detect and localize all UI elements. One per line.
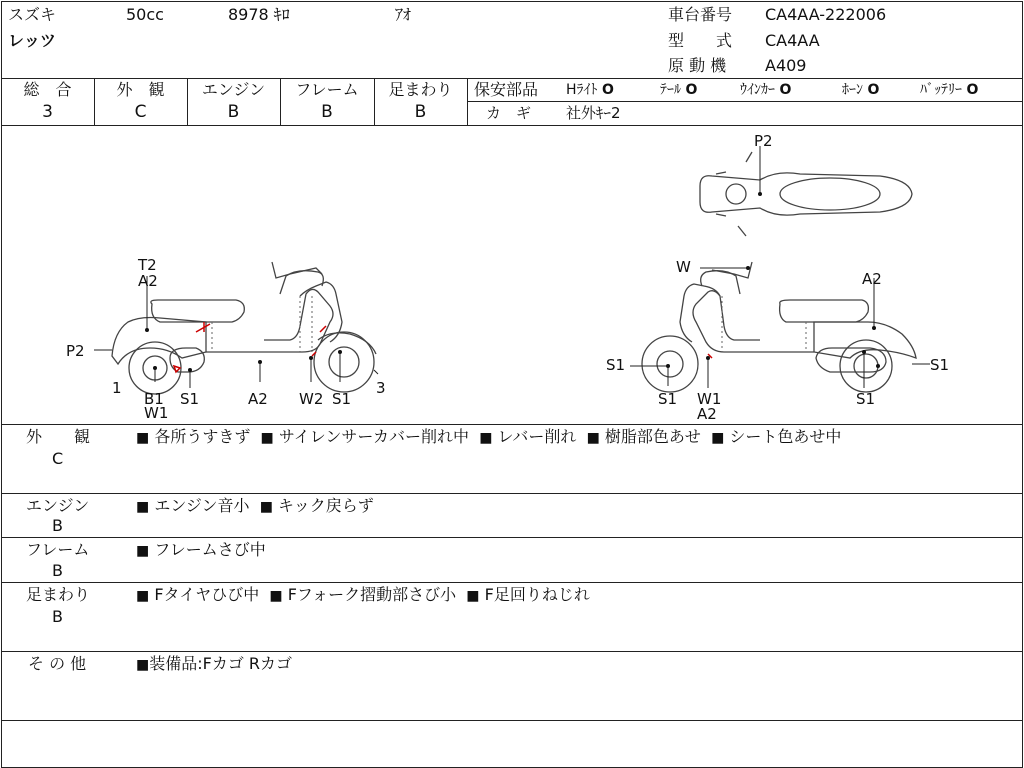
maker-name: スズキ <box>8 5 57 24</box>
frame-no-label: 車台番号 <box>668 5 733 24</box>
frame-grade-value: B <box>321 102 333 122</box>
right-scooter-handle <box>712 262 752 278</box>
top-view-headlight <box>726 184 746 204</box>
divider <box>1 651 1022 652</box>
key-value: 社外ｷｰ2 <box>566 104 621 122</box>
divider <box>467 78 468 125</box>
safety-item-mark: O <box>601 82 614 98</box>
safety-item-mark: O <box>779 82 792 98</box>
bullet: ■ <box>136 657 150 673</box>
diagram-label: W2 <box>299 390 324 408</box>
exterior-grade-label: 外 観 <box>116 80 165 99</box>
diagram-label: S1 <box>930 356 950 374</box>
diagram-label: P2 <box>66 342 85 360</box>
safety-item-battery <box>920 80 978 100</box>
remark-items-frame <box>136 540 266 561</box>
diagram-label: P2 <box>754 132 773 150</box>
diagram-label: A2 <box>138 272 158 290</box>
diagram-label: 1 <box>112 379 122 397</box>
diagram-label: S1 <box>658 390 678 408</box>
model-name: レッツ <box>8 31 56 50</box>
remark-item: サイレンサーカバー削れ中 <box>278 427 470 446</box>
safety-item-name: ｳｲﾝｶｰ <box>740 82 775 98</box>
body-color: ｱｵ <box>395 5 412 24</box>
divider <box>1 720 1022 721</box>
divider <box>1 493 1022 494</box>
divider <box>467 101 1022 102</box>
diagram-label: A2 <box>862 270 882 288</box>
divider <box>1 582 1022 583</box>
left-scooter-floor <box>206 289 333 352</box>
remark-item: 装備品:Fカゴ Rカゴ <box>149 654 293 673</box>
safety-parts-label: 保安部品 <box>474 80 539 99</box>
remark-items-exterior <box>136 427 841 448</box>
right-front-wheel <box>642 336 698 392</box>
safety-item-horn <box>842 80 879 100</box>
left-front-wheel-hub <box>329 347 359 377</box>
right-scooter-front <box>680 271 740 342</box>
divider <box>1 78 1022 79</box>
diagram-label: S1 <box>606 356 626 374</box>
diagram-label: A2 <box>697 405 717 423</box>
safety-item-name: Hﾗｲﾄ <box>566 82 598 98</box>
remark-item: F足回りねじれ <box>484 585 590 604</box>
engine-label: 原 動 機 <box>668 56 727 75</box>
remark-item: フレームさび中 <box>154 540 266 559</box>
safety-item-mark: O <box>867 82 880 98</box>
overall-grade-label: 総 合 <box>23 80 72 99</box>
safety-item-winker <box>740 80 791 100</box>
diagram-label: T2 <box>138 256 157 274</box>
remark-grade-frame: B <box>52 561 63 580</box>
safety-item-name: ﾎｰﾝ <box>842 82 863 98</box>
engine-value: A409 <box>765 56 807 75</box>
remark-item: 樹脂部色あせ <box>604 427 701 446</box>
diagram-label: W1 <box>697 390 722 408</box>
remark-label-other: そ の 他 <box>28 654 87 673</box>
remark-label-frame: フレーム <box>26 540 90 559</box>
remark-grade-exterior: C <box>52 449 64 468</box>
right-rear-wheel-hub <box>854 354 878 378</box>
type-label: 型 式 <box>668 31 733 50</box>
mileage: 8978 ｷﾛ <box>228 5 290 24</box>
bullet: ■ <box>711 430 725 446</box>
remark-item: 各所うすきず <box>154 427 251 446</box>
left-scooter-handle <box>272 262 322 278</box>
diagram-label: A2 <box>248 390 268 408</box>
remark-grade-suspension: B <box>52 607 63 626</box>
bullet: ■ <box>136 543 150 559</box>
safety-item-tail <box>660 80 697 100</box>
key-label: カ ギ <box>486 104 532 122</box>
divider <box>1 537 1022 538</box>
bullet: ■ <box>260 430 274 446</box>
safety-item-name: ﾃｰﾙ <box>660 82 681 98</box>
remark-items-engine <box>136 496 374 517</box>
remark-label-suspension: 足まわり <box>26 585 91 604</box>
bullet: ■ <box>136 588 150 604</box>
diagram-label: S1 <box>856 390 876 408</box>
remark-item: シート色あせ中 <box>729 427 842 446</box>
remark-label-exterior: 外 観 <box>26 427 91 446</box>
remark-items-suspension <box>136 585 590 606</box>
diagram-label: S1 <box>180 390 200 408</box>
bullet: ■ <box>479 430 493 446</box>
safety-item-mark: O <box>685 82 698 98</box>
remark-item: レバー削れ <box>497 427 577 446</box>
left-front-fender <box>318 333 376 354</box>
remark-items-other <box>136 654 292 675</box>
remark-label-engine: エンジン <box>26 496 90 515</box>
diagram-label: W <box>676 258 691 276</box>
diagram-label: W1 <box>144 404 169 422</box>
right-muffler <box>816 348 886 372</box>
diagram-label: S1 <box>332 390 352 408</box>
remark-item: エンジン音小 <box>154 496 250 515</box>
exterior-grade-value: C <box>134 102 147 122</box>
diagram-label: B1 <box>144 390 164 408</box>
overall-grade-value: 3 <box>42 102 53 122</box>
bullet: ■ <box>136 430 150 446</box>
bullet: ■ <box>259 499 273 515</box>
right-scooter-seat <box>780 300 869 322</box>
suspension-grade-label: 足まわり <box>388 80 453 99</box>
engine-grade-value: B <box>227 102 240 122</box>
suspension-grade-value: B <box>414 102 427 122</box>
displacement: 50cc <box>126 5 164 24</box>
safety-item-headlight <box>566 80 614 100</box>
left-scooter-front <box>280 271 342 342</box>
frame-no-value: CA4AA-222006 <box>765 5 887 24</box>
safety-item-name: ﾊﾞｯﾃﾘｰ <box>920 82 962 98</box>
safety-item-mark: O <box>966 82 979 98</box>
top-view-seat <box>780 178 880 210</box>
right-front-wheel-hub <box>657 351 683 377</box>
bullet: ■ <box>269 588 283 604</box>
diagram-label: 3 <box>376 379 386 397</box>
bullet: ■ <box>586 430 600 446</box>
frame-grade-label: フレーム <box>295 80 359 99</box>
divider <box>1 424 1022 425</box>
remark-item: キック戻らず <box>278 496 374 515</box>
scooter-diagram <box>0 126 1024 424</box>
remark-grade-engine: B <box>52 516 63 535</box>
bullet: ■ <box>466 588 480 604</box>
engine-grade-label: エンジン <box>201 80 266 99</box>
type-value: CA4AA <box>765 31 820 50</box>
remark-item: Fフォーク摺動部さび小 <box>287 585 457 604</box>
bullet: ■ <box>136 499 150 515</box>
remark-item: Fタイヤひび中 <box>154 585 260 604</box>
